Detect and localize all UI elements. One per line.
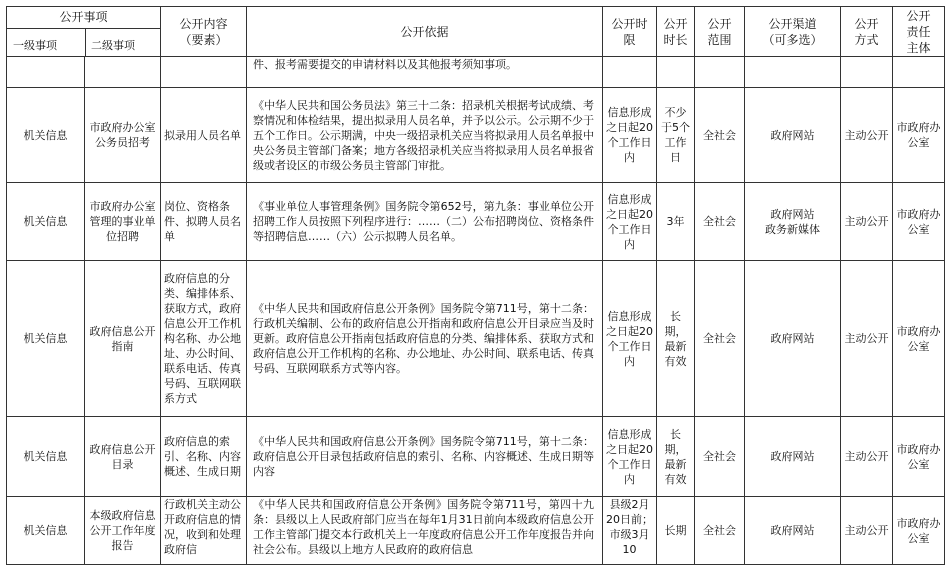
cell-level2: 市政府办公室管理的事业单位招聘 — [85, 183, 161, 261]
cell-basis: 《中华人民共和国政府信息公开条例》国务院令第711号，第四十九条：县级以上人民政府部门应当在每年1月31日前向本级政府信息公开工作主管部门提交本行政机关上一年度政府信息公开工作年度报告并向社会公布。县级以上地方人民政府的政府信息 — [247, 497, 603, 565]
cell-level1 — [7, 57, 85, 88]
cell-scope — [695, 57, 745, 88]
cell-subject: 市政府办公室 — [893, 88, 945, 183]
header-scope: 公开 范围 — [695, 7, 745, 57]
cell-method: 主动公开 — [841, 261, 893, 417]
cell-level1: 机关信息 — [7, 183, 85, 261]
cell-content: 行政机关主动公开政府信息的情况，收到和处理政府信 — [161, 497, 247, 565]
cell-channel: 政府网站 — [745, 497, 841, 565]
table-row — [7, 88, 945, 183]
cell-deadline: 县级2月20日前；市级3月10 — [603, 497, 657, 565]
cell-basis: 《中华人民共和国政府信息公开条例》国务院令第711号，第十二条：行政机关编制、公布的政府信息公开指南和政府信息公开目录应当及时更新。政府信息公开指南包括政府信息的分类、编排体系、获取方式和政府信息公开工作机构的名称、办公地址、办公时间、联系电话、传真号码、互联网联系方式等内容。 — [247, 261, 603, 417]
cell-scope: 全社会 — [695, 497, 745, 565]
header-duration: 公开 时长 — [657, 7, 695, 57]
cell-scope: 全社会 — [695, 88, 745, 183]
cell-content: 政府信息的索引、名称、内容概述、生成日期 — [161, 417, 247, 497]
cell-scope: 全社会 — [695, 417, 745, 497]
cell-level1: 机关信息 — [7, 497, 85, 565]
cell-content — [161, 57, 247, 88]
cell-level1: 机关信息 — [7, 88, 85, 183]
cell-level1: 机关信息 — [7, 261, 85, 417]
cell-duration: 长期，最新有效 — [657, 261, 695, 417]
cell-deadline: 信息形成之日起20个工作日内 — [603, 417, 657, 497]
cell-scope: 全社会 — [695, 261, 745, 417]
cell-method: 主动公开 — [841, 417, 893, 497]
cell-subject — [893, 57, 945, 88]
header-item-label: 公开事项 — [59, 10, 108, 24]
cell-content: 政府信息的分类、编排体系、获取方式，政府信息公开工作机构名称、办公地址、办公时间、联系电话、传真号码、互联网联系方式 — [161, 261, 247, 417]
cell-duration: 长期 — [657, 497, 695, 565]
cell-basis: 《事业单位人事管理条例》国务院令第652号，第九条：事业单位公开招聘工作人员按照下列程序进行：……（二）公布招聘岗位、资格条件等招聘信息……（六）公示拟聘人员名单。 — [247, 183, 603, 261]
disclosure-table — [6, 6, 945, 565]
cell-duration — [657, 57, 695, 88]
cell-subject: 市政府办公室 — [893, 497, 945, 565]
cell-duration: 长期，最新有效 — [657, 417, 695, 497]
cell-duration: 不少于5个工作日 — [657, 88, 695, 183]
cell-deadline — [603, 57, 657, 88]
cell-level1: 机关信息 — [7, 417, 85, 497]
cell-content: 岗位、资格条件、拟聘人员名单 — [161, 183, 247, 261]
cell-deadline: 信息形成之日起20个工作日内 — [603, 183, 657, 261]
table-row — [7, 183, 945, 261]
cell-basis: 《中华人民共和国政府信息公开条例》国务院令第711号，第十二条：政府信息公开目录包括政府信息的索引、名称、内容概述、生成日期等内容 — [247, 417, 603, 497]
cell-channel: 政府网站 — [745, 261, 841, 417]
header-basis: 公开依据 — [247, 7, 603, 57]
cell-channel: 政府网站 — [745, 417, 841, 497]
cell-scope: 全社会 — [695, 183, 745, 261]
cell-deadline: 信息形成之日起20个工作日内 — [603, 261, 657, 417]
header-level1: 一级事项 — [13, 39, 57, 52]
cell-level2: 本级政府信息公开工作年度报告 — [85, 497, 161, 565]
cell-level2 — [85, 57, 161, 88]
table-row — [7, 417, 945, 497]
table-row — [7, 261, 945, 417]
cell-basis: 《中华人民共和国公务员法》第三十二条：招录机关根据考试成绩、考察情况和体检结果，提出拟录用人员名单，并予以公示。公示期不少于五个工作日。公示期满，中央一级招录机关应当将拟录用人员名单报中央公务员主管部门备案；地方各级招录机关应当将拟录用人员名单报省级或者设区的市级公务员主管部门审批。 — [247, 88, 603, 183]
cell-deadline: 信息形成之日起20个工作日内 — [603, 88, 657, 183]
cell-level2: 政府信息公开目录 — [85, 417, 161, 497]
header-subject: 公开 责任 主体 — [893, 7, 945, 57]
header-channel: 公开渠道 （可多选） — [745, 7, 841, 57]
cell-method: 主动公开 — [841, 88, 893, 183]
cell-subject: 市政府办公室 — [893, 261, 945, 417]
header-content: 公开内容 （要素） — [161, 7, 247, 57]
cell-basis: 件、报考需要提交的申请材料以及其他报考须知事项。 — [247, 57, 603, 88]
header-deadline: 公开时 限 — [603, 7, 657, 57]
cell-level2: 市政府办公室公务员招考 — [85, 88, 161, 183]
cell-subject: 市政府办公室 — [893, 417, 945, 497]
header-row — [7, 7, 945, 57]
cell-channel: 政府网站 政务新媒体 — [745, 183, 841, 261]
table-row — [7, 57, 945, 88]
header-level2: 二级事项 — [91, 39, 135, 52]
cell-channel: 政府网站 — [745, 88, 841, 183]
table-row — [7, 497, 945, 565]
cell-method: 主动公开 — [841, 183, 893, 261]
cell-duration: 3年 — [657, 183, 695, 261]
header-item — [7, 7, 161, 57]
cell-content: 拟录用人员名单 — [161, 88, 247, 183]
header-method: 公开 方式 — [841, 7, 893, 57]
cell-level2: 政府信息公开指南 — [85, 261, 161, 417]
cell-channel — [745, 57, 841, 88]
cell-method — [841, 57, 893, 88]
cell-subject: 市政府办公室 — [893, 183, 945, 261]
cell-method: 主动公开 — [841, 497, 893, 565]
